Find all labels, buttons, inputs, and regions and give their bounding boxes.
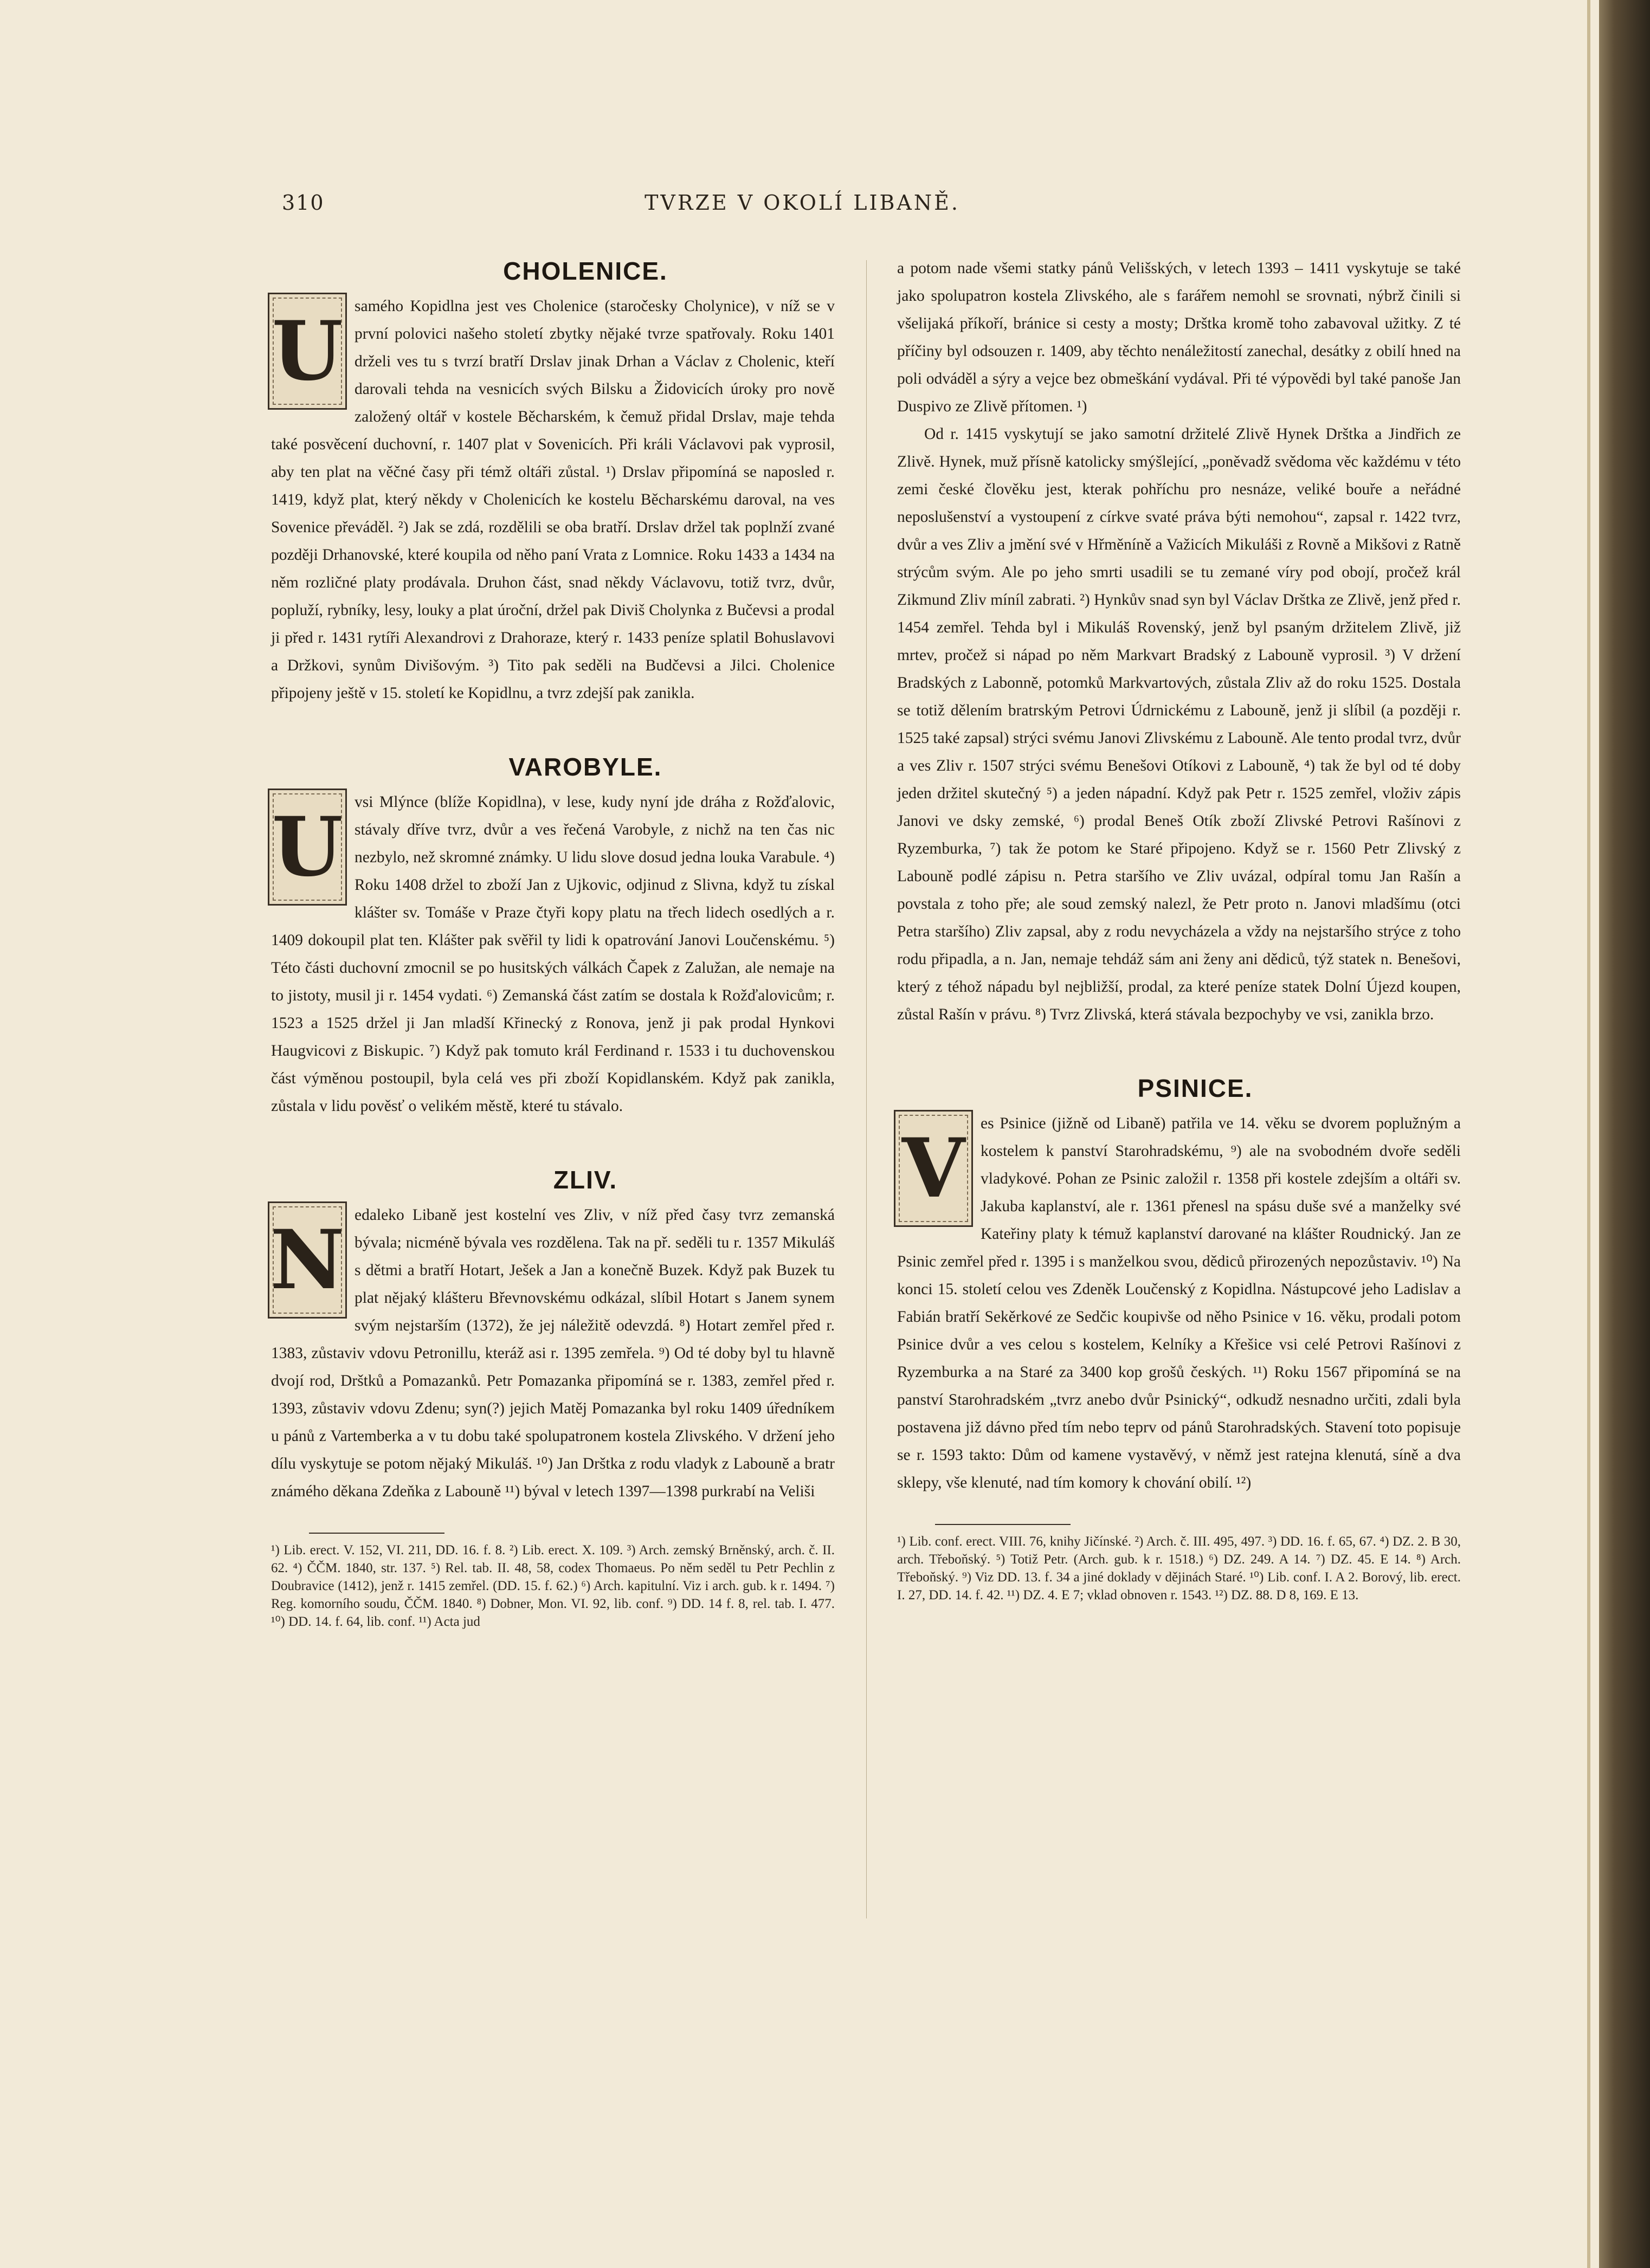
ornamental-initial: V <box>894 1110 973 1227</box>
paragraph-text: vsi Mlýnce (blíže Kopidlna), v lese, kudy nyní jde dráha z Rožďalovic, stávaly dříve tvrz, dvůr a ves řečená Varobyle, z nichž na ten čas nic nezbylo, než skromné známky. U lidu slove dosud jedna louka Varabule. ⁴) Roku 1408 držel to zboží Jan z Ujkovic, odjinud z Slivna, když tu získal klášter sv. Tomáše v Praze čtyři kopy platu na třech lidech osedlých a r. 1409 dokoupil plat ten. Klášter pak svěřil ty lidi k opatrování Janovi Loučenskému. ⁵) Této části duchovní zmocnil se po husitských válkách Čapek z Zalužan, ale nemaje na to jistoty, musil ji r. 1454 vydati. ⁶) Zemanská část zatím se dostala k Rožďalovicům; r. 1523 a 1525 držel ji Jan mladší Křinecký z Ronova, jenž ji pak prodal Hynkovi Haugvicovi z Biskupic. ⁷) Když pak tomuto král Ferdinand r. 1533 i tu duchovenskou část výměnou postoupil, byla celá ves při zboží Kopidlanském. Když pak zanikla, zůstala v lidu pověsť o velikém městě, které tu stávalo. <box>271 793 835 1115</box>
running-head <box>282 191 1323 229</box>
paragraph-text: a potom nade všemi statky pánů Velišských, v letech 1393 – 1411 vyskytuje se také jako spolupatron kostela Zlivského, ale s farářem nemohl se srovnati, nýbrž činili si všelijaká příkoří, bránice si cesty a mosty; Drštka kromě toho zabavoval užitky. Z té příčiny byl odsouzen r. 1409, aby těchto nenáležitostí zanechal, desátky z obilí hned na poli odváděl a sýry a vejce bez obmeškání vydával. Při té výpovědi byl také panoše Jan Duspivo ze Zlivě přítomen. ¹) <box>897 260 1461 415</box>
section-varobyle <box>271 751 835 1120</box>
running-title: TVRZE V OKOLÍ LIBANĚ. <box>644 191 960 215</box>
section-cholenice <box>271 255 835 707</box>
section-psinice <box>897 1072 1461 1497</box>
paragraph-text: samého Kopidlna jest ves Cholenice (staročesky Cholynice), v níž se v první polovici našeho století zbytky nějaké tvrze spatřovaly. Roku 1401 drželi ves tu s tvrzí bratří Drslav jinak Drhan a Václav z Cholenic, kteří darovali tehda na vesnicích svých Bilsku a Židovicích úroky pro nově založený oltář v kostele Běcharském, k čemuž přidal Drslav, maje tehda také posvěcení duchovní, r. 1407 plat v Sovenicích. Při králi Václavovi pak vyprosil, aby ten plat na věčné časy při témž oltáři zůstal. ¹) Drslav připomíná se naposled r. 1419, když plat, který někdy v Cholenicích ke kostelu Běcharskému daroval, na ves Sovenice převáděl. ²) Jak se zdá, rozdělili se oba bratří. Drslav držel tak poplnží zvané později Drhanovské, které koupila od něho paní Vrata z Lomnice. Roku 1433 a 1434 na něm rozličné platy prodávala. Druhon část, snad někdy Václavovu, totiž tvrz, dvůr, popluží, rybníky, lesy, louky a plat úroční, držel pak Diviš Cholynka z Bučevsi a prodal ji před r. 1431 rytíři Alexandrovi z Drahoraze, který r. 1433 peníze splatil Bohuslavovi a Držkovi, synům Divišovým. ³) Tito pak seděli na Budčevsi a Jilci. Cholenice připojeny ještě v 15. století ke Kopidlnu, a tvrz zdejší pak zanikla. <box>271 298 835 702</box>
footnote-divider <box>309 1533 444 1534</box>
section-text-psinice <box>897 1110 1461 1497</box>
footnotes-left: ¹) Lib. erect. V. 152, VI. 211, DD. 16. f. 8. ²) Lib. erect. X. 109. ³) Arch. zemský Brněnský, arch. č. II. 62. ⁴) ČČM. 1840, str. 137. ⁵) Rel. tab. II. 48, 58, codex Thomaeus. Po něm seděl tu Petr Pechlin z Doubravice (1412), jenž r. 1415 zemřel. (DD. 15. f. 62.) ⁶) Arch. kapitulní. Viz i arch. gub. k r. 1494. ⁷) Reg. komorního soudu, ČČM. 1840. ⁸) Dobner, Mon. VI. 92, lib. conf. ⁹) DD. 14 f. 8, rel. tab. I. 477. ¹⁰) DD. 14. f. 64, lib. conf. ¹¹) Acta jud <box>271 1543 835 1629</box>
page-edge <box>1587 0 1590 2268</box>
section-heading-cholenice: CHOLENICE. <box>503 257 668 285</box>
section-zliv <box>271 1164 835 1505</box>
footnote-divider <box>935 1524 1071 1525</box>
left-column <box>271 255 835 1631</box>
paragraph-text: es Psinice (jižně od Libaně) patřila ve 14. věku se dvorem poplužným a kostelem k panství Starohradskému, ⁹) ale na svobodném dvoře seděli vladykové. Pohan ze Psinic založil r. 1358 při kostele zdejším a oltáři sv. Jakuba kaplanství, ale r. 1361 přenesl na spásu duše své a manželky své Kateřiny platy k témuž kaplanství darované na klášter Roudnický. Jan ze Psinic zemřel před r. 1395 i s manželkou svou, dědiců přirozených nepozůstaviv. ¹⁰) Na konci 15. století celou ves Zdeněk Loučenský z Kopidlna. Nástupcové jeho Ladislav a Fabián bratří Sekěrkové ze Sedčic koupivše od něho Psinice v 16. věku, prodali potom Psinice dvůr a ves celou s kostelem, Kelníky a Křešice vsi celé Petrovi Rašínovi z Ryzemburka a na Staré za 3400 kop grošů českých. ¹¹) Roku 1567 připomíná se na panství Starohradském „tvrz anebo dvůr Psinický“, odkudž nesnadno určiti, zdali byla postavena již dávno před tím nebo teprv od pánů Starohradských. Stavení toto popisuje se r. 1593 takto: Dům od kamene vystavěvý, v němž jest ratejna klenutá, síně a dva sklepy, vše klenuté, nad tím komory k chování obilí. ¹²) <box>897 1115 1461 1491</box>
ornamental-initial: U <box>268 789 347 906</box>
section-text-cholenice <box>271 293 835 707</box>
right-column <box>897 255 1461 1604</box>
section-text-varobyle <box>271 789 835 1120</box>
section-heading-zliv: ZLIV. <box>553 1166 618 1194</box>
paragraph-text: edaleko Libaně jest kostelní ves Zliv, v níž před časy tvrz zemanská bývala; nicméně bývala ves rozdělena. Tak na př. seděli tu r. 1357 Mikuláš s dětmi a bratří Hotart, Ješek a Jan a konečně Buzek. Když pak Buzek tu plat nějaký klášteru Břevnovskému odkázal, slíbil Hotart s Janem synem svým nejstarším (1372), že jej náležitě odevzdá. ⁸) Hotart zemřel před r. 1383, zůstaviv vdovu Petronillu, kteráž asi r. 1395 zemřela. ⁹) Od té doby byl tu hlavně dvojí rod, Drštků a Pomazanků. Petr Pomazanka připomíná se r. 1383, zemřel před r. 1393, zůstaviv vdovu Zdenu; syn(?) jejich Matěj Pomazanka byl roku 1409 úředníkem u pánů z Vartemberka a v tu dobu také spolupatronem kostela Zlivského. V držení jeho dílu vyskytuje se potom nějaký Mikuláš. ¹⁰) Jan Drštka z rodu vladyk z Labouně a bratr známého děkana Zdeňka z Labouně ¹¹) býval v letech 1397—1398 purkrabí na Veliši <box>271 1206 835 1500</box>
footnotes-right: ¹) Lib. conf. erect. VIII. 76, knihy Jičínské. ²) Arch. č. III. 495, 497. ³) DD. 16. f. 65, 67. ⁴) DZ. 2. B 30, arch. Třeboňský. ⁵) Totiž Petr. (Arch. gub. k r. 1518.) ⁶) DZ. 249. A 14. ⁷) DZ. 45. E 14. ⁸) Arch. Třeboňský. ⁹) Viz DD. 13. f. 34 a jiné doklady v dějinách Staré. ¹⁰) Lib. conf. I. A 2. Borový, lib. erect. I. 27, DD. 14. f. 42. ¹¹) DZ. 4. E 7; vklad obnoven r. 1543. ¹²) DZ. 88. D 8, 169. E 13. <box>897 1534 1461 1603</box>
section-zliv-continued <box>897 255 1461 1029</box>
section-heading-varobyle: VAROBYLE. <box>508 753 662 781</box>
book-gutter <box>1599 0 1650 2268</box>
column-divider <box>866 260 867 1918</box>
page-number: 310 <box>282 191 325 215</box>
section-text-zliv <box>271 1201 835 1505</box>
ornamental-initial: N <box>268 1201 347 1319</box>
ornamental-initial: U <box>268 293 347 410</box>
section-heading-psinice: PSINICE. <box>1137 1074 1253 1102</box>
paragraph-text: Od r. 1415 vyskytují se jako samotní držitelé Zlivě Hynek Drštka a Jindřich ze Zlivě. Hynek, muž přísně katolicky smýšlející, „poněvadž svědoma věc každému v této zemi české člověku jest, kterak pohříchu pro nesnáze, veliké bouře a neřádné neposlušenství a vystoupení z církve svaté práva býti nemohou“, zapsal r. 1422 tvrz, dvůr a ves Zliv a jmění své v Hřměníně a Važicích Mikuláši z Rovně a Mikšovi z Ratně strýcům svým. Ale po jeho smrti usadili se tu zemané víry pod obojí, pročež král Zikmund Zliv míníl zabrati. ²) Hynkův snad syn byl Václav Drštka ze Zlivě, jenž před r. 1454 zemřel. Tehda byl i Mikuláš Rovenský, jenž byl psaným držitelem Zlivě, již mrtev, pročež si nápad po něm Markvart Bradský z Labouně vyprosil. ³) V držení Bradských z Labonně, potomků Markvartových, zůstala Zliv až do roku 1525. Dostala se totiž dělením bratrským Petrovi Údrnickému z Labouně, jenž ji slíbil (a později r. 1525 také zapsal) strýci svému Janovi Zlivskému z Labouně. Ale tento prodal tvrz, dvůr a ves Zliv r. 1507 strýci svému Benešovi Otíkovi z Labouně, ⁴) tak že byl od té doby jeden držitel skutečný ⁵) a jeden nápadní. Když pak Petr r. 1525 zemřel, vloživ zápis Janovi ve dsky zemské, ⁶) prodal Beneš Otík zboží Zlivské Petrovi Rašínovi z Ryzemburka, ⁷) tak že potom ke Staré připojeno. Když se r. 1560 Petr Zlivský z Labouně podlé zápisu n. Petra staršího ve Zliv uvázal, odpíral tomu Jan Rašín a povstala z toho pře; ale soud zemský nalezl, že Petr proto n. Janovi mladšímu (otci Petra staršího) Zliv zapsal, aby z rodu nevycházela a vždy na nejstaršího strýce z toho rodu připadla, a n. Jan, nemaje tehdáž sám ani ženy ani dědiců, týž statek n. Benešovi, který z téhož nápadu byl nejbližší, prodal, za které peníze statek Dolní Újezd koupen, zůstal Rašín v právu. ⁸) Tvrz Zlivská, která stávala bezpochyby ve vsi, zanikla brzo. <box>897 425 1461 1023</box>
